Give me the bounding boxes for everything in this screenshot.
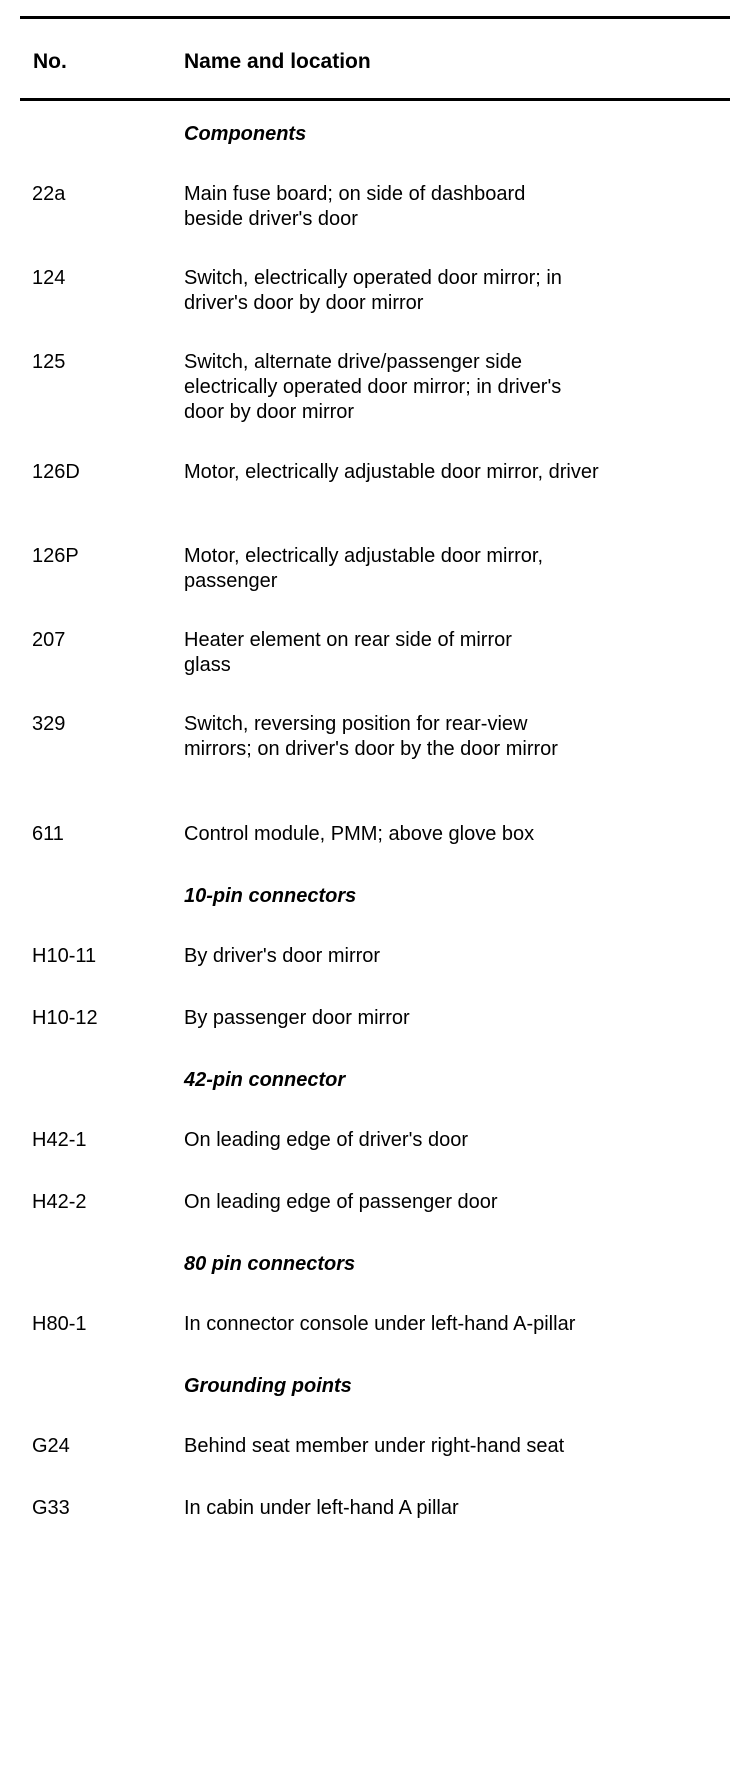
row-number: 124	[32, 267, 66, 289]
section-42-pin-connector: 42-pin connector	[184, 1069, 346, 1091]
section-components: Components	[184, 123, 307, 145]
row-number: H10-12	[32, 1007, 98, 1029]
row-name-location: Heater element on rear side of mirror glass	[184, 629, 512, 676]
row-number: H42-2	[32, 1191, 87, 1213]
section-10-pin-connectors: 10-pin connectors	[184, 885, 357, 907]
header-rule	[20, 98, 730, 101]
row-number: G24	[32, 1435, 70, 1457]
header-name-location: Name and location	[184, 50, 371, 73]
section-80-pin-connectors: 80 pin connectors	[184, 1253, 356, 1275]
row-name-location: Control module, PMM; above glove box	[184, 823, 535, 845]
top-rule	[20, 16, 730, 19]
row-name-location: Behind seat member under right-hand seat	[184, 1435, 565, 1457]
row-name-location: In cabin under left-hand A pillar	[184, 1497, 459, 1519]
row-number: 329	[32, 713, 66, 735]
row-number: G33	[32, 1497, 70, 1519]
row-name-location: By passenger door mirror	[184, 1007, 410, 1029]
row-number: 126P	[32, 545, 79, 567]
row-name-location: On leading edge of driver's door	[184, 1129, 468, 1151]
row-number: 125	[32, 351, 66, 373]
row-number: H80-1	[32, 1313, 87, 1335]
row-name-location: On leading edge of passenger door	[184, 1191, 498, 1213]
header-no: No.	[33, 50, 67, 73]
row-name-location: Motor, electrically adjustable door mirror, passenger	[184, 545, 544, 592]
row-name-location: By driver's door mirror	[184, 945, 381, 967]
row-name-location: Motor, electrically adjustable door mirror, driver	[184, 461, 599, 483]
row-number: H10-11	[32, 945, 97, 967]
row-number: 611	[32, 823, 64, 845]
section-grounding-points: Grounding points	[184, 1375, 352, 1397]
row-number: 126D	[32, 461, 80, 483]
row-name-location: Switch, electrically operated door mirror; in driver's door by door mirror	[184, 267, 562, 314]
row-name-location: In connector console under left-hand A-pillar	[184, 1313, 576, 1335]
row-number: 207	[32, 629, 66, 651]
row-name-location: Switch, alternate drive/passenger side electrically operated door mirror; in driver's door by door mirror	[184, 351, 562, 423]
row-name-location: Main fuse board; on side of dashboard beside driver's door	[184, 183, 526, 230]
row-number: 22a	[32, 183, 66, 205]
row-name-location: Switch, reversing position for rear-view mirrors; on driver's door by the door mirror	[184, 713, 558, 760]
row-number: H42-1	[32, 1129, 87, 1151]
